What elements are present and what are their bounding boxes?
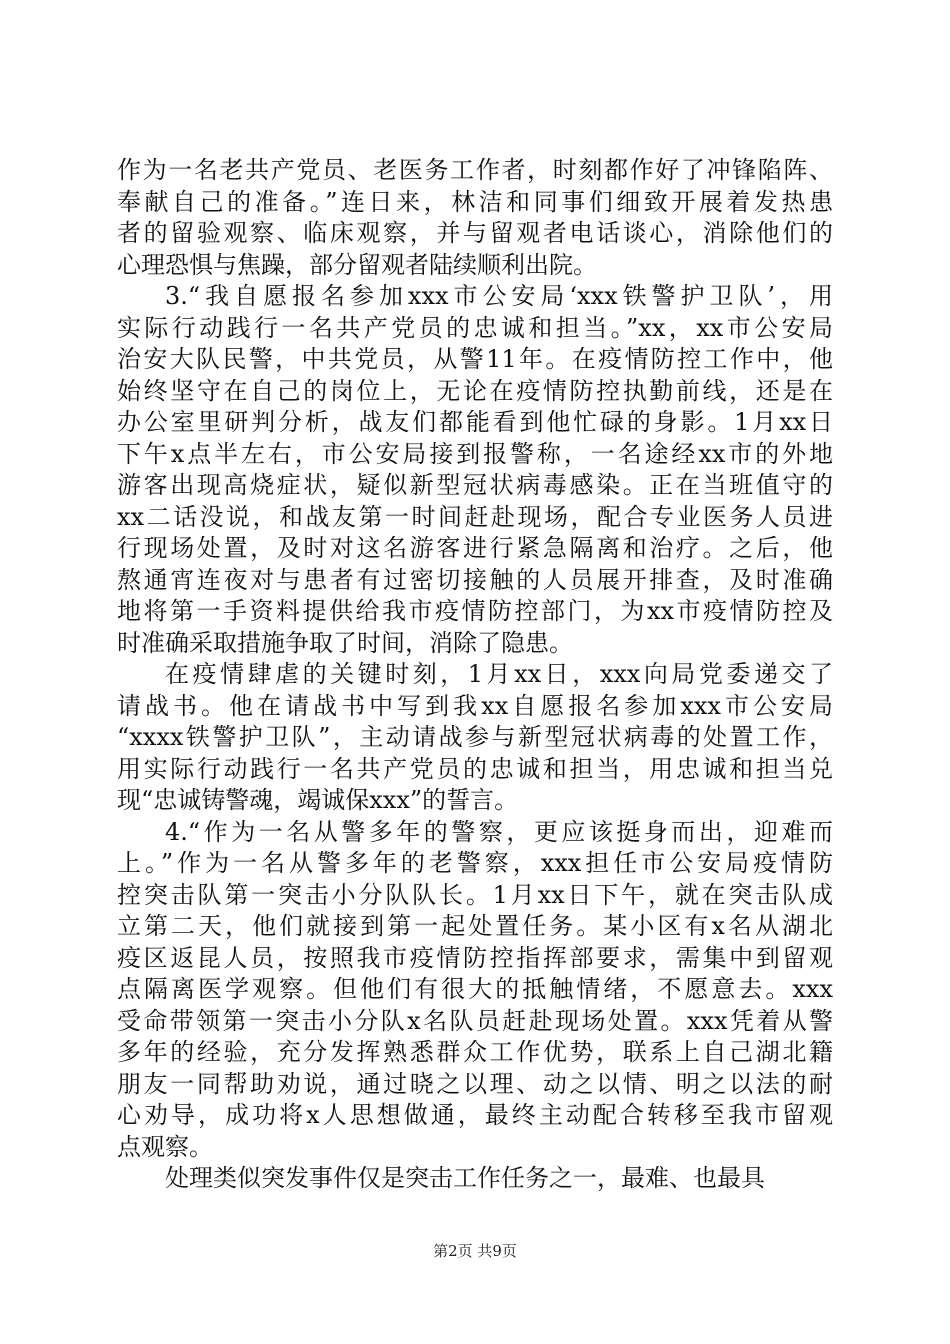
page-number: 第2页 共9页 — [433, 1242, 517, 1260]
document-body — [117, 155, 833, 1195]
text-line: 游客出现高烧症状，疑似新型冠状病毒感染。正在当班值守的 — [117, 471, 833, 499]
text-line: “xxxx铁警护卫队”，主动请战参与新型冠状病毒的处置工作， — [117, 723, 833, 751]
text-line: 用实际行动践行一名共产党员的忠诚和担当，用忠诚和担当兑 — [117, 754, 833, 783]
text-line: 朋友一同帮助劝说，通过晓之以理、动之以情、明之以法的耐 — [117, 1069, 833, 1098]
text-line: 奉献自己的准备。”连日来，林洁和同事们细致开展着发热患 — [117, 187, 833, 216]
text-line: 始终坚守在自己的岗位上，无论在疫情防控执勤前线，还是在 — [117, 376, 833, 405]
text-line: 地将第一手资料提供给我市疫情防控部门，为xx市疫情防控及 — [117, 597, 833, 625]
text-line: xx二话没说，和战友第一时间赶赴现场，配合专业医务人员进 — [117, 502, 833, 531]
text-line: 立第二天，他们就接到第一起处置任务。某小区有x名从湖北 — [117, 912, 833, 940]
paragraph-start-line: 3.“我自愿报名参加xxx市公安局‘xxx铁警护卫队’，用 — [165, 282, 833, 310]
text-line: 心理恐惧与焦躁，部分留观者陆续顺利出院。 — [117, 250, 597, 279]
paragraph-start-line: 处理类似突发事件仅是突击工作任务之一，最难、也最具 — [165, 1164, 765, 1192]
text-line: 心劝导，成功将x人思想做通，最终主动配合转移至我市留观 — [117, 1101, 833, 1129]
text-line: 时准确采取措施争取了时间，消除了隐患。 — [117, 628, 573, 657]
text-line: 请战书。他在请战书中写到我xx自愿报名参加xxx市公安局 — [117, 691, 833, 720]
text-line: 多年的经验，充分发挥熟悉群众工作优势，联系上自己湖北籍 — [117, 1038, 833, 1066]
paragraph-start-line: 在疫情肆虐的关键时刻，1月xx日，xxx向局党委递交了 — [165, 660, 833, 688]
text-line: 控突击队第一突击小分队队长。1月xx日下午，就在突击队成 — [117, 880, 833, 909]
text-line: 行现场处置，及时对这名游客进行紧急隔离和治疗。之后，他 — [117, 534, 833, 562]
text-line: 者的留验观察、临床观察，并与留观者电话谈心，消除他们的 — [117, 219, 833, 247]
text-line: 熬通宵连夜对与患者有过密切接触的人员展开排查，及时准确 — [117, 565, 833, 594]
paragraph-start-line: 4.“作为一名从警多年的警察，更应该挺身而出，迎难而 — [165, 817, 833, 846]
text-line: 办公室里研判分析，战友们都能看到他忙碌的身影。1月xx日 — [117, 408, 833, 436]
text-line: 下午x点半左右，市公安局接到报警称，一名途经xx市的外地 — [117, 439, 833, 468]
text-line: 点观察。 — [117, 1132, 213, 1161]
text-line: 上。”作为一名从警多年的老警察，xxx担任市公安局疫情防 — [117, 849, 833, 877]
text-line: 作为一名老共产党员、老医务工作者，时刻都作好了冲锋陷阵、 — [117, 156, 833, 184]
text-line: 治安大队民警，中共党员，从警11年。在疫情防控工作中，他 — [117, 345, 833, 373]
text-line: 疫区返昆人员，按照我市疫情防控指挥部要求，需集中到留观 — [117, 943, 833, 972]
text-line: 点隔离医学观察。但他们有很大的抵触情绪，不愿意去。xxx — [117, 975, 833, 1003]
text-line: 现“忠诚铸警魂，竭诚保xxx”的誓言。 — [117, 786, 519, 814]
text-line: 受命带领第一突击小分队x名队员赶赴现场处置。xxx凭着从警 — [117, 1006, 833, 1035]
text-line: 实际行动践行一名共产党员的忠诚和担当。”xx，xx市公安局 — [117, 313, 833, 342]
